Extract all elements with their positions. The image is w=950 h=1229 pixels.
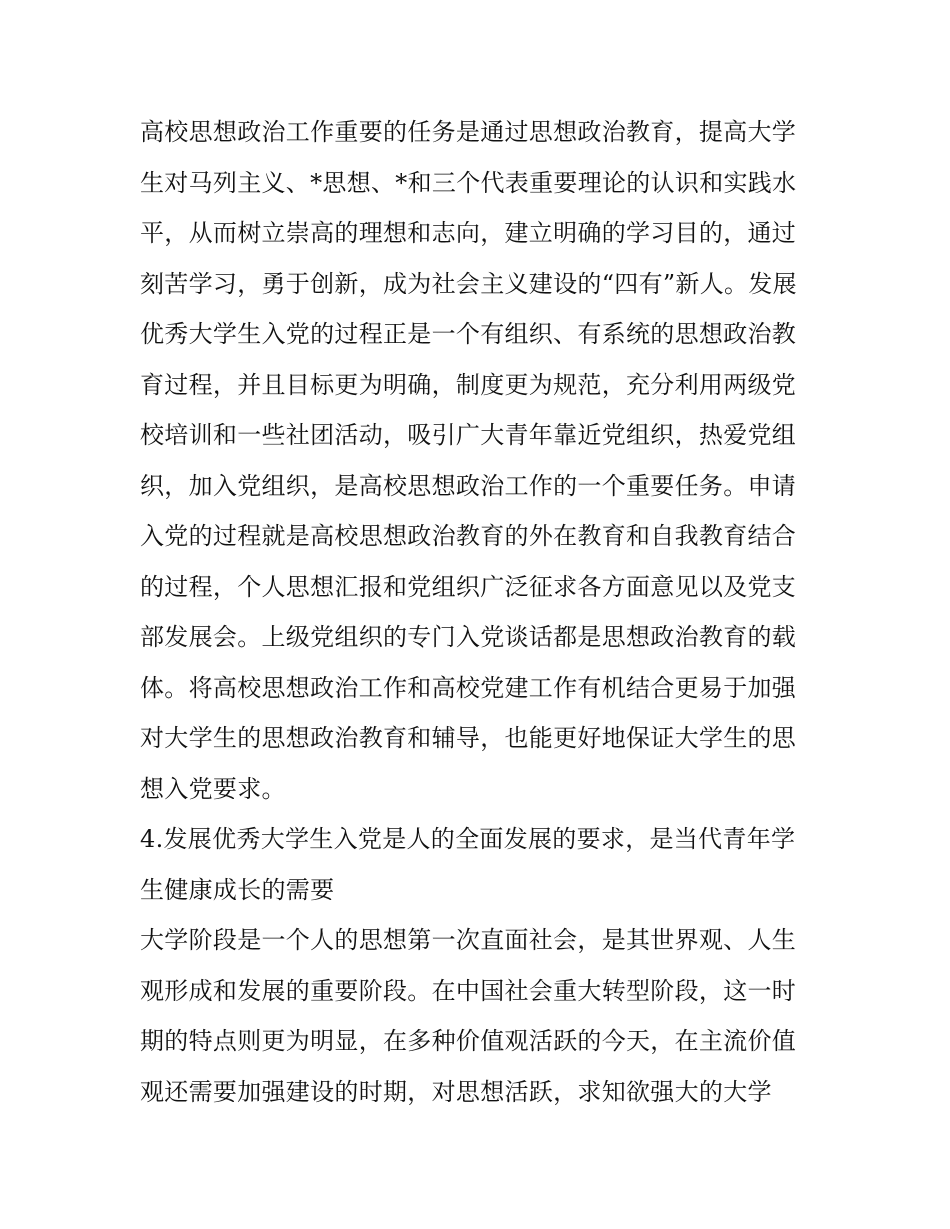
text-line: 高校思想政治工作重要的任务是通过思想政治教育，提高大学 [140, 118, 797, 146]
text-line: 校培训和一些社团活动，吸引广大青年靠近党组织，热爱党组 [140, 421, 797, 449]
text-line: 织，加入党组织，是高校思想政治工作的一个重要任务。申请 [140, 471, 797, 500]
text-line: 对大学生的思想政治教育和辅导，也能更好地保证大学生的思 [140, 724, 797, 752]
text-line: 观形成和发展的重要阶段。在中国社会重大转型阶段，这一时 [140, 976, 797, 1005]
text-line: 想入党要求。 [140, 774, 286, 803]
text-line: 刻苦学习，勇于创新，成为社会主义建设的“四有”新人。发展 [140, 269, 797, 298]
text-line: 体。将高校思想政治工作和高校党建工作有机结合更易于加强 [140, 673, 797, 702]
document-body [140, 107, 812, 1117]
text-line: 生对马列主义、*思想、*和三个代表重要理论的认识和实践水 [140, 168, 797, 197]
text-line: 大学阶段是一个人的思想第一次直面社会，是其世界观、人生 [140, 926, 797, 954]
text-line: 优秀大学生入党的过程正是一个有组织、有系统的思想政治教 [140, 320, 797, 348]
text-line: 部发展会。上级党组织的专门入党谈话都是思想政治教育的载 [140, 623, 797, 651]
section-heading-line: 4.发展优秀大学生入党是人的全面发展的要求，是当代青年学 [140, 825, 796, 853]
text-line: 平，从而树立崇高的理想和志向，建立明确的学习目的，通过 [140, 219, 797, 247]
text-line: 期的特点则更为明显，在多种价值观活跃的今天，在主流价值 [140, 1027, 797, 1055]
text-line: 入党的过程就是高校思想政治教育的外在教育和自我教育结合 [140, 522, 797, 550]
section-heading-line: 生健康成长的需要 [140, 875, 335, 904]
text-line: 的过程，个人思想汇报和党组织广泛征求各方面意见以及党支 [140, 572, 797, 601]
text-line: 育过程，并且目标更为明确，制度更为规范，充分利用两级党 [140, 370, 797, 399]
text-line: 观还需要加强建设的时期，对思想活跃，求知欲强大的大学 [140, 1077, 772, 1106]
